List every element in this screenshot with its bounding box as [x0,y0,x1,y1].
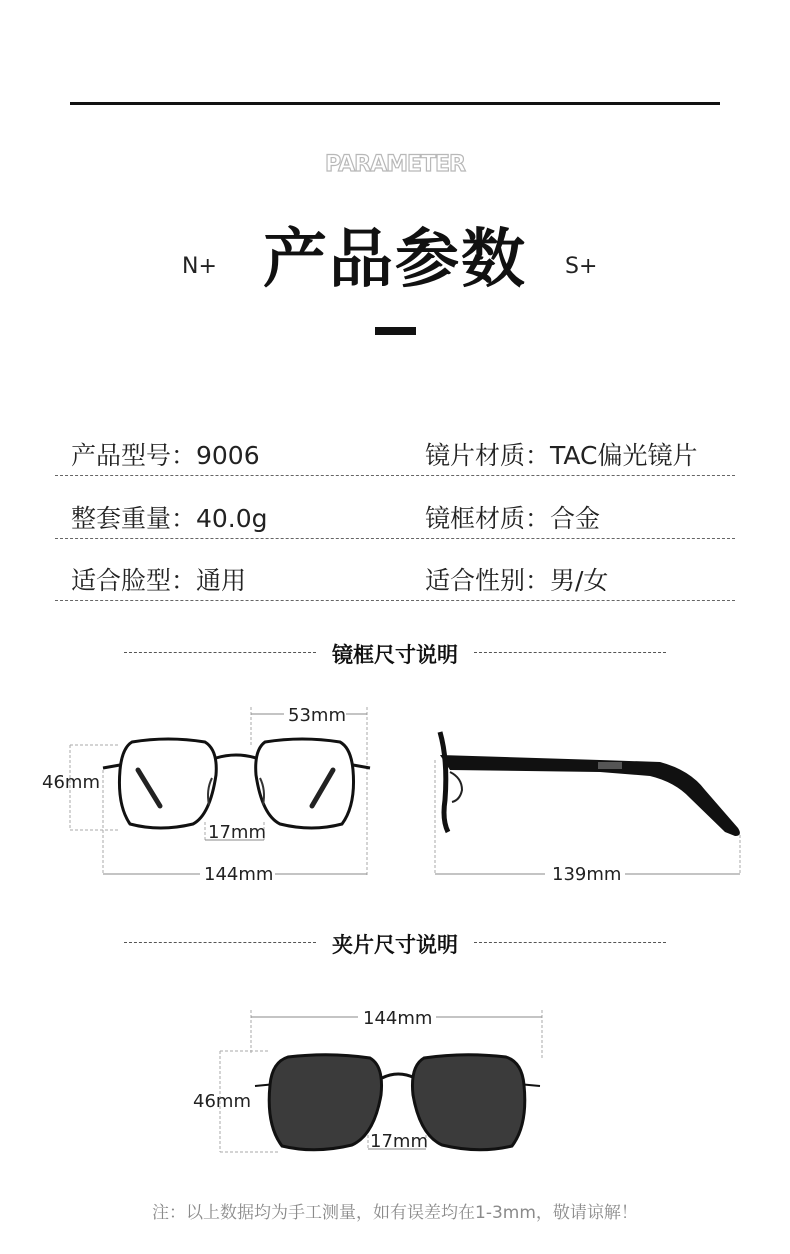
spec-weight: 整套重量：40.0g [71,504,268,533]
front-lens-width: 53mm [288,705,346,726]
spec-face-shape: 适合脸型：通用 [71,566,247,595]
spec-model: 产品型号：9006 [71,441,260,470]
tag-right: S+ [565,254,598,279]
parameter-heading: PARAMETER [325,152,465,177]
spec-lens-material: 镜片材质：TAC偏光镜片 [425,441,698,470]
clip-bridge: 17mm [370,1131,428,1152]
tag-left: N+ [182,254,217,279]
front-frame-diagram [42,705,370,885]
front-lens-height: 46mm [42,772,100,793]
spec-frame-material: 镜框材质：合金 [425,504,601,533]
front-bridge: 17mm [208,822,266,843]
side-frame-diagram [435,732,740,885]
spec-gender: 适合性别：男/女 [425,566,609,595]
clip-size-label: 夹片尺寸说明 [332,933,458,957]
clip-diagram [193,1008,542,1152]
clip-total-width: 144mm [363,1008,433,1029]
side-temple-length: 139mm [552,864,622,885]
page-title: 产品参数 [263,223,527,297]
front-total-width: 144mm [204,864,274,885]
clip-lens-height: 46mm [193,1091,251,1112]
measurement-note: 注：以上数据均为手工测量，如有误差均在1-3mm，敬请谅解！ [152,1203,638,1223]
frame-size-label: 镜框尺寸说明 [332,643,458,667]
